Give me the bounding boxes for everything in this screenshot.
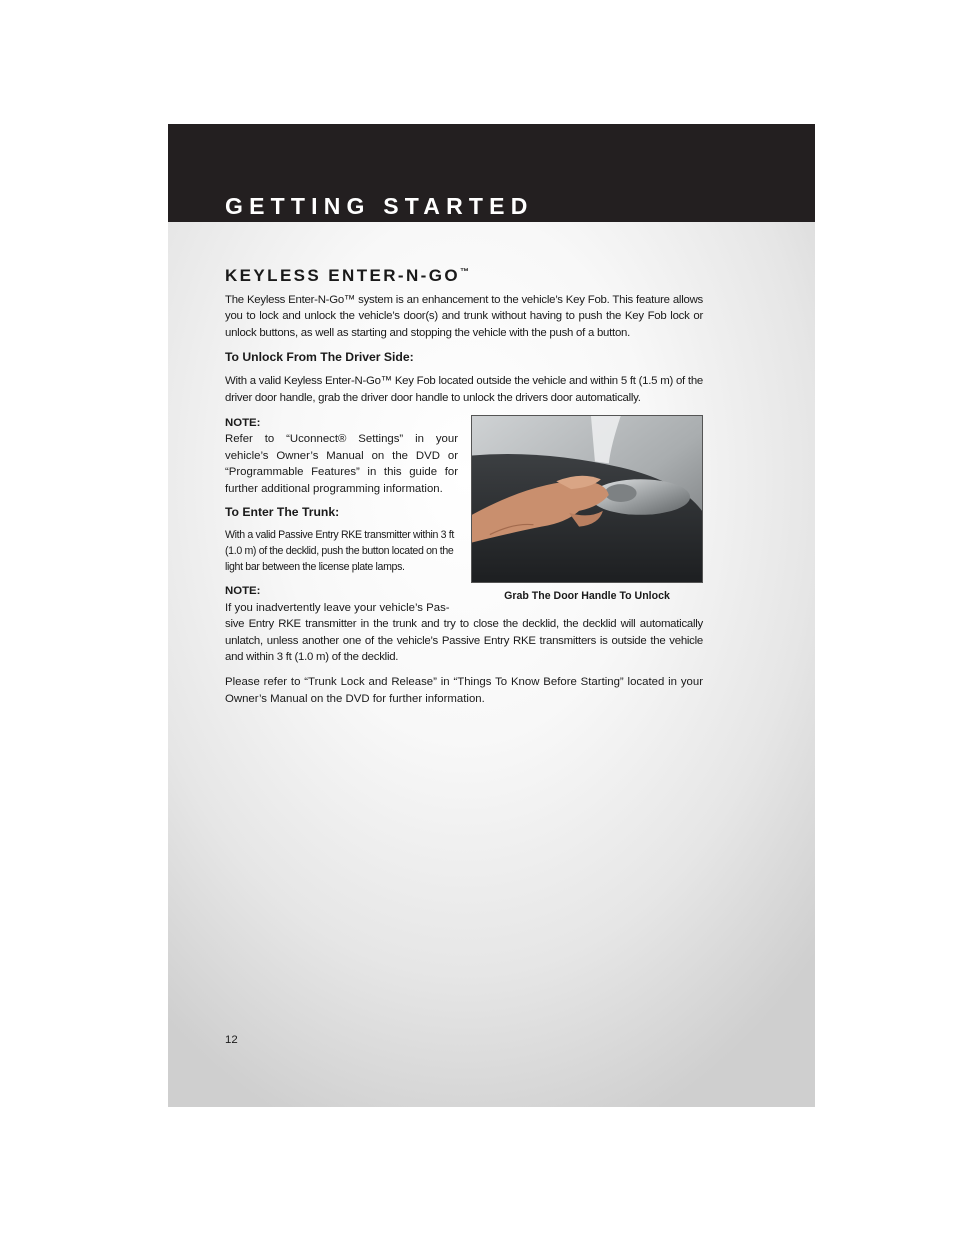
trunk-heading: To Enter The Trunk: [225, 505, 340, 520]
chapter-header [168, 124, 815, 222]
trunk-note-start: If you inadvertently leave your vehicle’s Pas- [225, 601, 450, 614]
chapter-title: GETTING STARTED [225, 193, 534, 219]
wrapped-section [225, 415, 703, 616]
trunk-paragraph: With a valid Passive Entry RKE transmitter within 3 ft (1.0 m) of the decklid, push the button located on the light bar between the license plate lamps. [225, 529, 454, 573]
closing-paragraph: Please refer to “Trunk Lock and Release” in “Things To Know Before Starting” located in your Owner’s Manual on the DVD for further information. [225, 676, 703, 705]
figure-caption: Grab The Door Handle To Unlock [504, 590, 670, 603]
unlock-paragraph: With a valid Keyless Enter-N-Go™ Key Fob located outside the vehicle and within 5 ft (1.5 m) of the driver door handle, grab the driver door handle to unlock the drivers door automatically. [225, 375, 703, 404]
trunk-note-continued: sive Entry RKE transmitter in the trunk and try to close the decklid, the decklid will automatically unlatch, unless another one of the vehicle’s Passive Entry RKE transmitters is outside the vehicle and within 3 ft (1.0 m) of the decklid. [225, 618, 703, 664]
trademark-mark: ™ [459, 266, 469, 277]
door-handle-photo [471, 415, 703, 583]
section-title-text: KEYLESS ENTER-N-GO [225, 266, 460, 285]
page-content [225, 266, 703, 716]
intro-paragraph: The Keyless Enter-N-Go™ system is an enhancement to the vehicle’s Key Fob. This feature allows you to lock and unlock the vehicle’s door(s) and trunk without having to push the Key Fob lock or unlock buttons, as well as starting and stopping the vehicle with the push of a button. [225, 294, 703, 339]
door-handle-figure [471, 415, 703, 613]
manual-page [168, 124, 815, 1107]
unlock-heading: To Unlock From The Driver Side: [225, 350, 414, 365]
note-label: NOTE: [225, 417, 261, 430]
note-text: Refer to “Uconnect® Settings” in your vehicle’s Owner’s Manual on the DVD or “Programmable Features” in this guide for further additional programming information. [225, 433, 458, 495]
left-column [225, 415, 458, 616]
page-number: 12 [225, 1034, 238, 1046]
section-title [225, 266, 703, 286]
trunk-note-label: NOTE: [225, 585, 261, 598]
